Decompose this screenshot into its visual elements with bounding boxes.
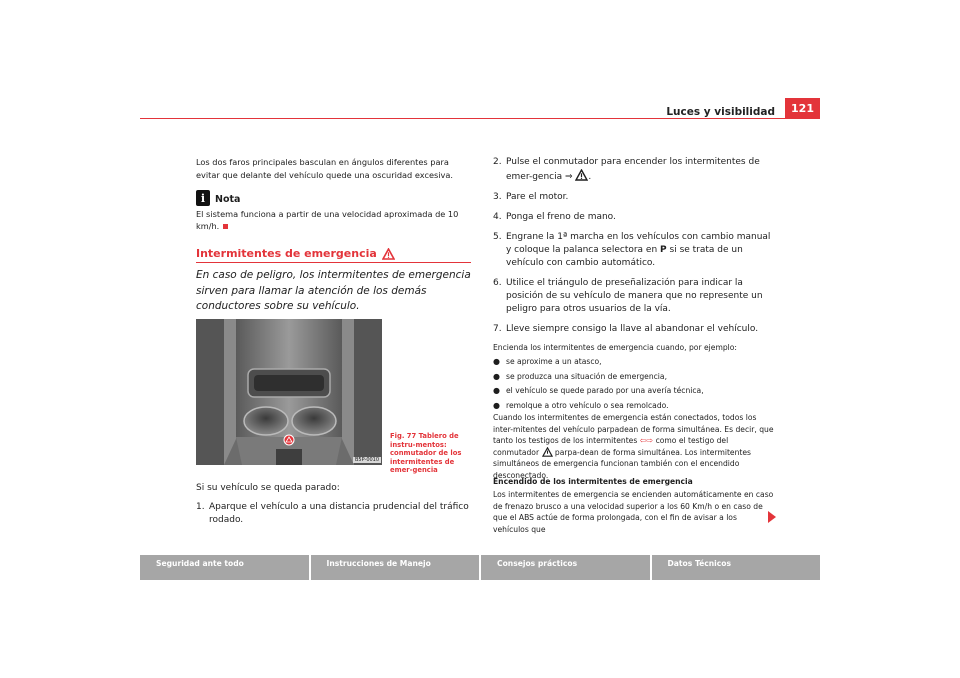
list-item: ● el vehículo se quede parado por una avería técnica, bbox=[493, 384, 775, 399]
step-text: Pare el motor. bbox=[506, 192, 569, 202]
subsection-title: Encendido de los intermitentes de emergencia bbox=[493, 477, 693, 486]
section-end-mark bbox=[223, 224, 228, 229]
header-rule bbox=[140, 118, 820, 119]
step-number: 1. bbox=[196, 502, 205, 512]
page-number: 121 bbox=[785, 98, 820, 119]
list-item: ● se produzca una situación de emergencia, bbox=[493, 370, 775, 385]
note-text: El sistema funciona a partir de una velocidad aproximada de 10 km/h. bbox=[196, 209, 459, 231]
info-note-icon: i bbox=[196, 190, 210, 206]
step-item bbox=[493, 323, 773, 336]
subsection-text: Los intermitentes de emergencia se encienden automáticamente en caso de frenazo brusco a una velocidad superior a los 60 Km/h o en caso de que el ABS actúe de forma prolongada, con el fin de avisar a los vehículos que bbox=[493, 490, 774, 534]
section-summary: En caso de peligro, los intermitentes de emergencia sirven para llamar la atención de los demás conductores sobre su vehículo. bbox=[196, 269, 471, 312]
step-number: 4. bbox=[493, 212, 502, 222]
footer-tab-instrucciones[interactable]: Instrucciones de Manejo bbox=[311, 555, 480, 580]
console-illustration bbox=[196, 319, 382, 465]
step-number: 2. bbox=[493, 157, 502, 167]
bullet: ● bbox=[493, 386, 500, 395]
list-item: ● remolque a otro vehículo o sea remolcado. bbox=[493, 399, 775, 414]
bullet: ● bbox=[493, 371, 500, 381]
warning-triangle-icon bbox=[542, 447, 553, 457]
step-item bbox=[493, 156, 773, 184]
section-rule bbox=[196, 262, 471, 263]
step-number: 7. bbox=[493, 324, 502, 334]
figure-caption: Fig. 77 Tablero de instru-mentos: conmutador de los intermitentes de emer-gencia bbox=[390, 432, 462, 474]
section-heading-text: Intermitentes de emergencia bbox=[196, 247, 377, 260]
step-item bbox=[196, 501, 471, 527]
step-text: Engrane la 1ª marcha en los vehículos con cambio manual y coloque la palanca selectora en P si se trata de un vehículo con cambio automático. bbox=[506, 232, 771, 268]
step-item bbox=[493, 191, 773, 204]
examples-list bbox=[493, 355, 775, 413]
continue-arrow-icon bbox=[768, 511, 776, 523]
section-heading bbox=[196, 247, 395, 260]
examples-intro: Encienda los intermitentes de emergencia cuando, por ejemplo: bbox=[493, 343, 737, 352]
list-item: ● se aproxime a un atasco, bbox=[493, 355, 775, 370]
warning-triangle-icon bbox=[382, 248, 395, 260]
step-text: Utilice el triángulo de preseñalización para indicar la posición de su vehículo de manera que no represente un peligro para otros usuarios de la vía. bbox=[506, 278, 763, 314]
running-header-title: Luces y visibilidad bbox=[666, 106, 775, 118]
warning-triangle-icon bbox=[575, 169, 588, 181]
figure-hazard-switch-photo bbox=[196, 319, 382, 465]
step-text: Aparque el vehículo a una distancia prudencial del tráfico rodado. bbox=[209, 502, 469, 525]
footer-tab-seguridad[interactable]: Seguridad ante todo bbox=[140, 555, 309, 580]
step-item bbox=[493, 211, 773, 224]
step-number: 5. bbox=[493, 232, 502, 242]
step-text: Pulse el conmutador para encender los intermitentes de emer-gencia ⇒ . bbox=[506, 157, 760, 182]
step-item bbox=[493, 231, 773, 270]
footer-nav bbox=[140, 555, 820, 580]
step-number: 3. bbox=[493, 192, 502, 202]
bullet: ● bbox=[493, 357, 500, 366]
intro-paragraph: Los dos faros principales basculan en ángulos diferentes para evitar que delante del vehículo quede una oscuridad excesiva. bbox=[196, 157, 453, 180]
bullet: ● bbox=[493, 400, 500, 410]
turn-signal-arrows-icon: ⇦⇨ bbox=[639, 436, 654, 445]
figure-code: B5P-0010 bbox=[355, 457, 380, 463]
flash-paragraph: Cuando los intermitentes de emergencia están conectados, todos los inter-mitentes del vehículo parpadean de forma simultánea. Es decir, que tanto los testigos de los intermitentes ⇦⇨ como el testigo del conmutador parpa-dean de forma simultánea. Los intermitentes simultáneos de emergencia funcionan también con el encendido desconectado. bbox=[493, 413, 774, 480]
step-item bbox=[493, 277, 773, 316]
steps-list bbox=[493, 156, 773, 343]
step-number: 6. bbox=[493, 278, 502, 288]
note-heading: Nota bbox=[215, 194, 241, 205]
list-intro: Si su vehículo se queda parado: bbox=[196, 483, 340, 493]
step-text: Ponga el freno de mano. bbox=[506, 212, 616, 222]
step-text: Lleve siempre consigo la llave al abandonar el vehículo. bbox=[506, 324, 759, 334]
footer-tab-datos[interactable]: Datos Técnicos bbox=[652, 555, 821, 580]
footer-tab-consejos[interactable]: Consejos prácticos bbox=[481, 555, 650, 580]
